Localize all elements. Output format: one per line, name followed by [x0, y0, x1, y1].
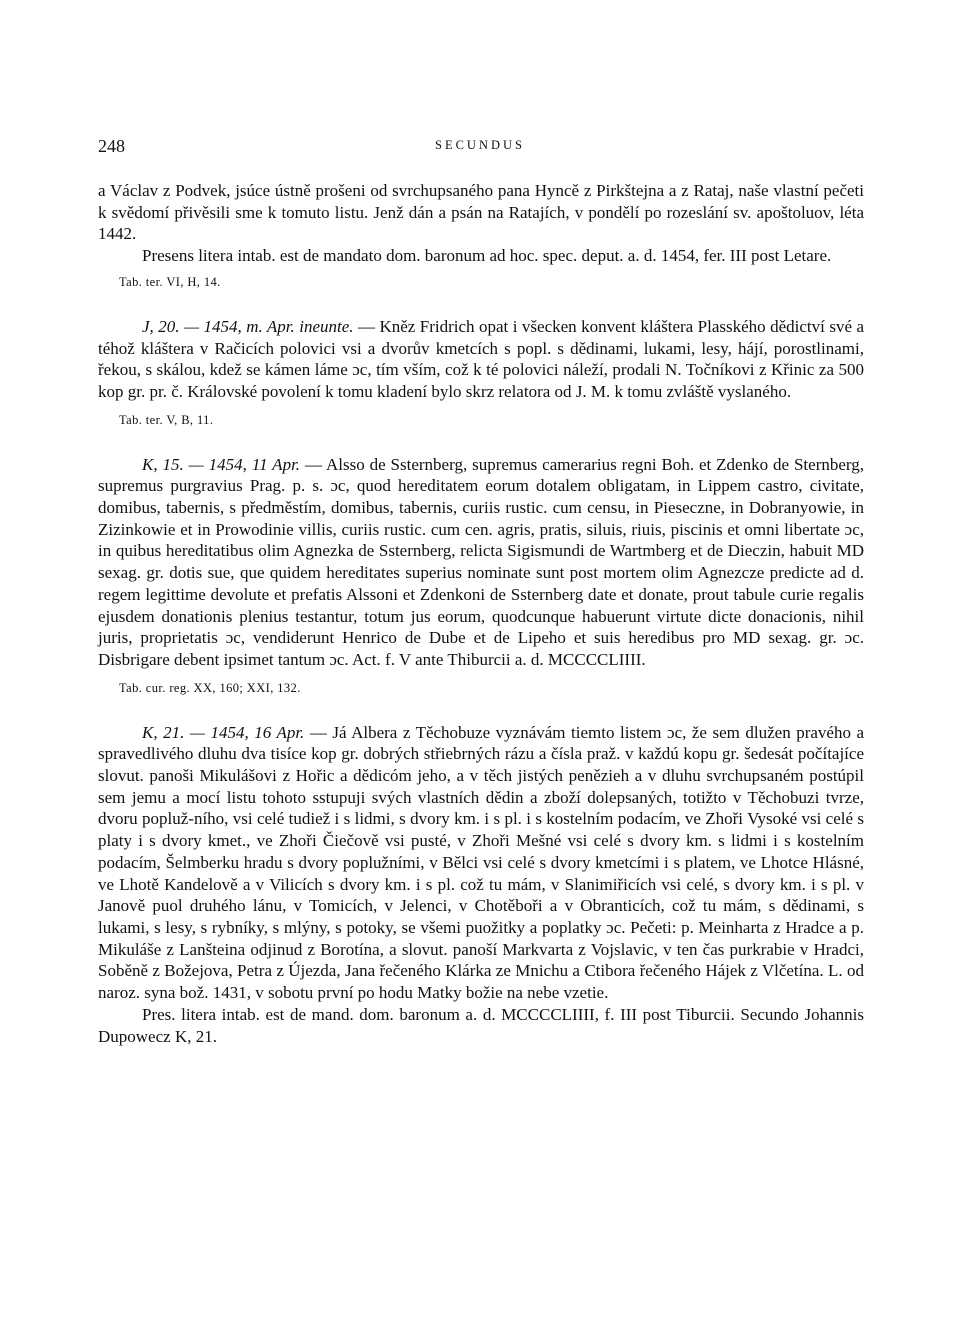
entry-siglum: K, 15. — 1454, 11 Apr.	[142, 454, 301, 474]
entry-text: — Kněz Fridrich opat i všecken konvent kláštera Plasského dědictví své a téhož kláštera v Račicích polovici vsi a dvorův kmetcích s popl. s dědinami, lukami, lesy, hájí, porostlinami, řekou, s skálou, kdež se kámen láme ɔc, tím vším, což k té polovici náleží, prodali N. Točníkovi z Křinic za 500 kop gr. pr. č. Královské povolení k tomu kladení bylo skrz relatora od J. M. k tomu zvláště vyslaného.	[98, 316, 864, 401]
source-reference: Tab. ter. VI, H, 14.	[119, 274, 221, 289]
entry-text: — Já Albera z Těchobuze vyznávám tiemto listem ɔc, že sem dlužen pravého a spravedlivého dluhu dva tisíce kop gr. dobrých střiebrných rázu a čísla praž. v každú kopu gr. šedesát počítajíce slovut. panoši Mikulášovi z Hořic a dědicóm jeho, a v těch jistých penězieh a v dluhu svrchupsaném postúpil sem jemu a mocí listu tohoto sstupuji svých vlastních dědin a zboží dolepsaných, totižto v Těchobuzi tvrze, dvoru popluž-ního, vsi celé tudiež i s lidmi, s dvory km. i s pl. i s kostelním podacím, ve Zhoři Vysoké vsi celé s platy i s dvory kmet., ve Zhoři Čiečově vsi pusté, v Zhoři Mešné vsi celé s dvory km. s lidmi i s kostelním podacím, Šelmberku hradu s dvory poplužními, v Bělci vsi celé s dvory kmetcími i s platem, ve Lhotce Hlásné, ve Lhotě Kandelově a v Vilicích s dvory km. i s pl. což tu mám, v Slanimiřicích vsi celé, s dvory km. i s pl. v Janově puol druhého lánu, v Tomicích, v Jelenci, v Chotěboři a v Obranticích, což tu mám, s dědinami, s lukami, s lesy, s rybníky, s mlýny, s potoky, se všemi puožitky a poplatky ɔc. Pečeti: p. Meinharta z Hradce a p. Mikuláše z Lanšteina odjinud z Borotína, a slovut. panoší Markvarta z Vojslavic, v ten čas purkrabie v Hradci, Soběně z Božejova, Petra z Újezda, Jana řečeného Klárka ze Mnichu a Ctibora řečeného Hájek z Vlčetína. L. od naroz. syna bož. 1431, v sobotu první po hodu Matky božie na nebe vzetie.	[98, 722, 865, 1003]
entry-paragraph	[98, 454, 864, 671]
source-reference: Tab. cur. reg. XX, 160; XXI, 132.	[119, 680, 301, 695]
entry-k15	[98, 454, 864, 696]
entry-paragraph	[98, 722, 864, 1004]
body-text	[98, 180, 864, 1047]
entry-paragraph	[98, 316, 864, 403]
intro-note: Presens litera intab. est de mandato dom. baronum ad hoc. spec. deput. a. d. 1454, fer. III post Letare.	[142, 246, 832, 266]
source-reference: Tab. ter. V, B, 11.	[119, 412, 214, 427]
entry-siglum: J, 20. — 1454, m. Apr. ineunte.	[142, 316, 354, 336]
running-title: SECUNDUS	[435, 138, 525, 152]
page-number: 248	[98, 136, 125, 156]
intro-paragraph: a Václav z Podvek, jsúce ústně prošeni od svrchupsaného pana Hyncě z Pirkštejna a z Rataj, naše vlastní pečeti k svědomí přivěsili sme k tomuto listu. Jenž dán a psán na Ratajích, v pondělí po rozeslání sv. apoštoluov, léta 1442.	[98, 181, 864, 244]
running-head	[98, 136, 862, 160]
entry-k21	[98, 722, 864, 1048]
entry-siglum: K, 21. — 1454, 16 Apr.	[142, 722, 305, 742]
entry-note: Pres. litera intab. est de mand. dom. baronum a. d. MCCCCLIIII, f. III post Tiburcii. Secundo Johannis Dupowecz K, 21.	[98, 1004, 864, 1046]
entry-text: — Alsso de Ssternberg, supremus camerarius regni Boh. et Zdenko de Sternberg, supremus purgravius Prag. p. s. ɔc, quod hereditatem eorum dotalem obligatam, in Lippem castro, civitate, domibus, tabernis, s předměstím, domibus, tabernis, curiis rustic. cum censu, in Pieseczne, in Dobranyowie, in Zizinkowie et in Prowodinie villis, curiis rustic. cum cen. agris, pratis, siluis, riuis, piscinis et omni libertate ɔc, in quibus hereditatibus olim Agnezka de Ssternberg, relicta Sigismundi de Wartmberg et de Dieczin, habuit MD sexag. gr. dotis sue, que quidem hereditates superius nominate sunt post mortem olim Agnezcze predicte ad d. regem legittime devolute et prefatis Alssoni et Zdenkoni de Ssternberg date et donate, prout tabule curie regalis ejusdem donationis plenius testantur, totum jus eorum, quodcunque habuerunt virtute dicte donacionis, nihil juris, proprietatis ɔc, vendiderunt Henrico de Dube et de Lipeho et suis heredibus pro MD sexag. gr. ɔc. Disbrigare debent ipsimet tantum ɔc. Act. f. V ante Thiburcii a. d. MCCCCLIIII.	[98, 454, 865, 669]
entry-j20	[98, 316, 864, 428]
